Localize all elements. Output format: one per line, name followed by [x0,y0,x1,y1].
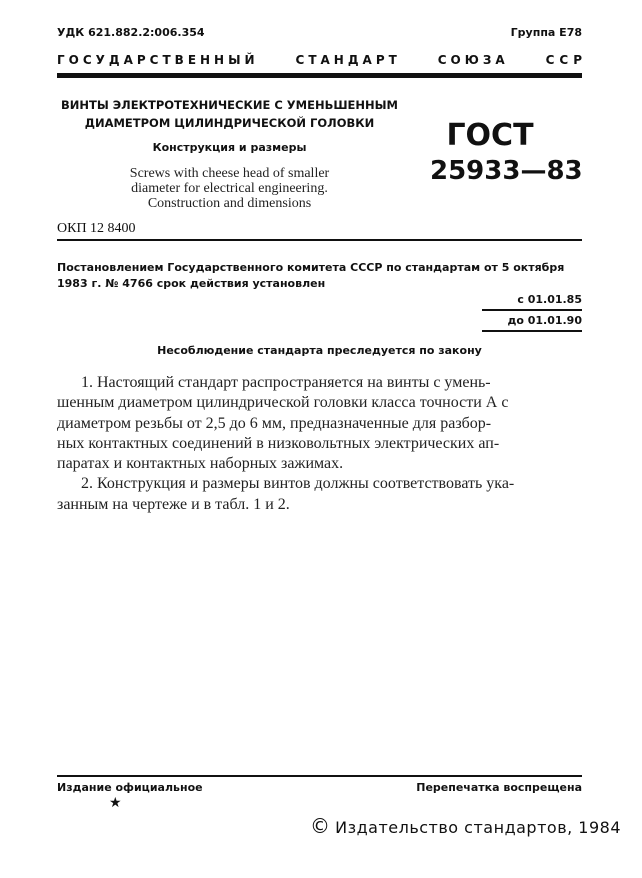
valid-from: с 01.01.85 [517,293,582,306]
divider [57,239,582,241]
title-line: ВИНТЫ ЭЛЕКТРОТЕХНИЧЕСКИЕ С УМЕНЬШЕННЫМ [60,98,399,112]
copyright-icon: © [310,814,330,838]
divider [482,330,582,332]
decree-text [57,260,564,292]
law-notice: Несоблюдение стандарта преследуется по закону [157,344,482,357]
publisher: Издательство стандартов, 1984 [335,818,622,837]
reprint-notice: Перепечатка воспрещена [416,781,582,794]
body-line: 1. Настоящий стандарт распространяется на винты с умень- [81,374,491,391]
footer-divider [57,775,582,777]
valid-to: до 01.01.90 [507,314,582,327]
title-en-line: Screws with cheese head of smaller [129,166,330,181]
standard-banner [57,53,587,67]
banner-word: СТАНДАРТ [295,53,401,67]
official-edition: Издание официальное [57,781,203,794]
banner-word: ССР [545,53,587,67]
body-line: 2. Конструкция и размеры винтов должны соответствовать ука- [81,475,515,493]
body-line: ных контактных соединений в низковольтных электрических ап- [57,434,500,452]
body-line: шенным диаметром цилиндрической головки класса точности А с [57,394,509,412]
title-en-line: Construction and dimensions [147,196,312,211]
copyright-line [310,814,621,838]
title-en [57,166,402,211]
udk-code: УДК 621.882.2:006.354 [57,26,205,39]
gost-number: 25933—83 [430,156,583,186]
title-en-line: diameter for electrical engineering. [131,181,328,196]
star-icon: ★ [109,795,122,811]
banner-word: ГОСУДАРСТВЕННЫЙ [57,53,259,67]
body-line: занным на чертеже и в табл. 1 и 2. [57,495,290,513]
body-line: паратах и контактных наборных зажимах. [57,455,344,473]
gost-label: ГОСТ [446,118,534,153]
decree-line: Постановлением Государственного комитета СССР по стандартам от 5 октября [57,261,565,274]
okp-code: ОКП 12 8400 [57,221,136,236]
body-line: диаметром резьбы от 2,5 до 6 мм, предназначенные для разбор- [57,414,492,432]
group-code: Группа Е78 [510,26,582,39]
decree-line: 1983 г. № 4766 срок действия установлен [57,277,326,290]
banner-word: СОЮЗА [437,53,509,67]
title-line: ДИАМЕТРОМ ЦИЛИНДРИЧЕСКОЙ ГОЛОВКИ [84,116,375,130]
body-text [57,373,582,515]
thick-divider [57,73,582,78]
title-ru [57,96,402,132]
subtitle: Конструкция и размеры [152,141,307,154]
divider [482,309,582,311]
